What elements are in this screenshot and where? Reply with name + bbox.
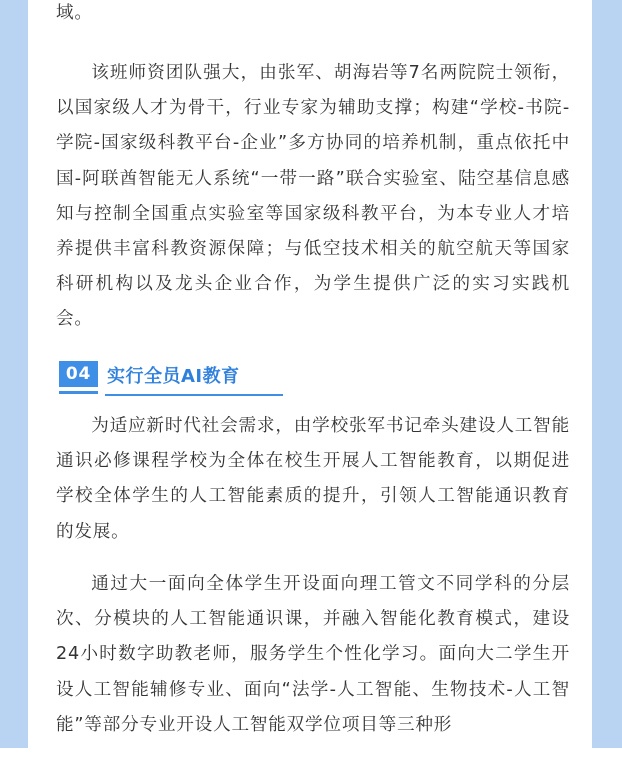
section-heading (56, 359, 570, 399)
right-border-band (592, 0, 622, 748)
paragraph-faculty: 该班师资团队强大，由张军、胡海岩等7名两院院士领衔，以国家级人才为骨干，行业专家为辅助支撑；构建“学校-书院-学院-国家级科教平台-企业”多方协同的培养机制，重点依托中国-阿联酋智能无人系统“一带一路”联合实验室、陆空基信息感知与控制全国重点实验室等国家级科教平台，为本专业人才培养提供丰富科教资源保障；与低空技术相关的航空航天等国家科研机构以及龙头企业合作，为学生提供广泛的实习实践机会。 (56, 63, 570, 330)
intro-tail-text: 域。 (56, 3, 93, 23)
badge-underline (59, 391, 98, 394)
paragraph-ai-education-1: 为适应新时代社会需求，由学校张军书记牵头建设人工智能通识必修课程学校为全体在校生开展人工智能教育，以期促进学校全体学生的人工智能素质的提升，引领人工智能通识教育的发展。 (56, 416, 570, 542)
paragraph-ai-education-2: 通过大一面向全体学生开设面向理工管文不同学科的分层次、分模块的人工智能通识课，并融入智能化教育模式，建设24小时数字助教老师，服务学生个性化学习。面向大二学生开设人工智能辅修专业、面向“法学-人工智能、生物技术-人工智能”等部分专业开设人工智能双学位项目等三种形 (56, 574, 570, 735)
section-number-badge: 04 (59, 361, 98, 387)
section-title: 实行全员AI教育 (107, 366, 240, 387)
section-title-underline (105, 394, 283, 396)
left-border-band (0, 0, 28, 748)
